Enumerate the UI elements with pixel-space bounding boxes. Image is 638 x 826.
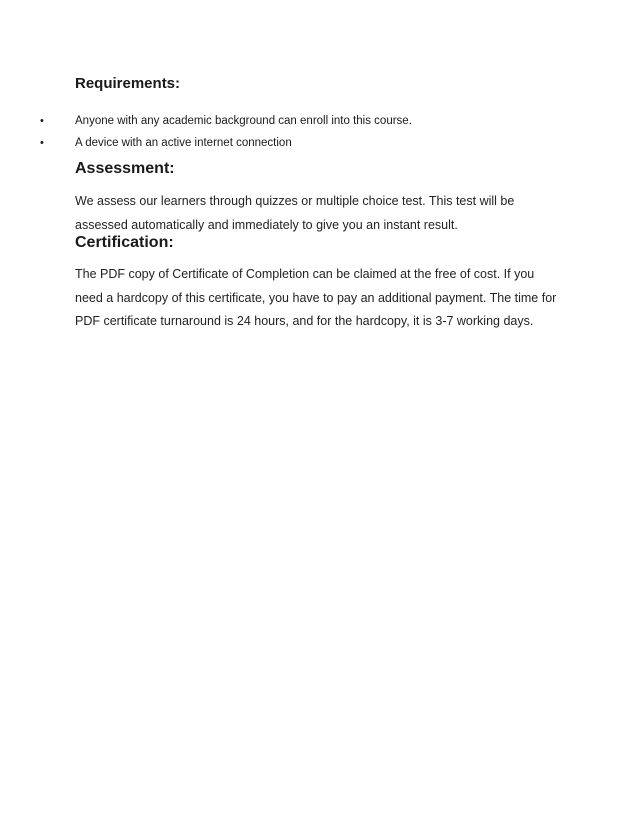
paragraph-line: We assess our learners through quizzes or multiple choice test. This test will be [75,194,515,208]
paragraph-line: The PDF copy of Certificate of Completion can be claimed at the free of cost. If you [75,267,535,281]
paragraph-line: need a hardcopy of this certificate, you have to pay an additional payment. The time for [75,290,557,305]
list-item-text: Anyone with any academic background can enroll into this course. [75,115,412,127]
paragraph-line: PDF certificate turnaround is 24 hours, and for the hardcopy, it is 3-7 working days. [75,314,534,328]
bullet-icon: • [40,115,44,127]
assessment-heading: Assessment: [75,160,175,177]
list-item [0,134,412,156]
certification-heading: Certification: [75,234,174,251]
list-item [0,112,412,134]
requirements-heading: Requirements: [75,75,181,92]
certification-paragraph [75,263,575,334]
paragraph-line: assessed automatically and immediately to give you an instant result. [75,217,458,232]
requirements-list [0,112,412,156]
bullet-icon: • [40,137,44,149]
list-item-text: A device with an active internet connection [75,137,292,149]
assessment-paragraph [75,190,575,237]
